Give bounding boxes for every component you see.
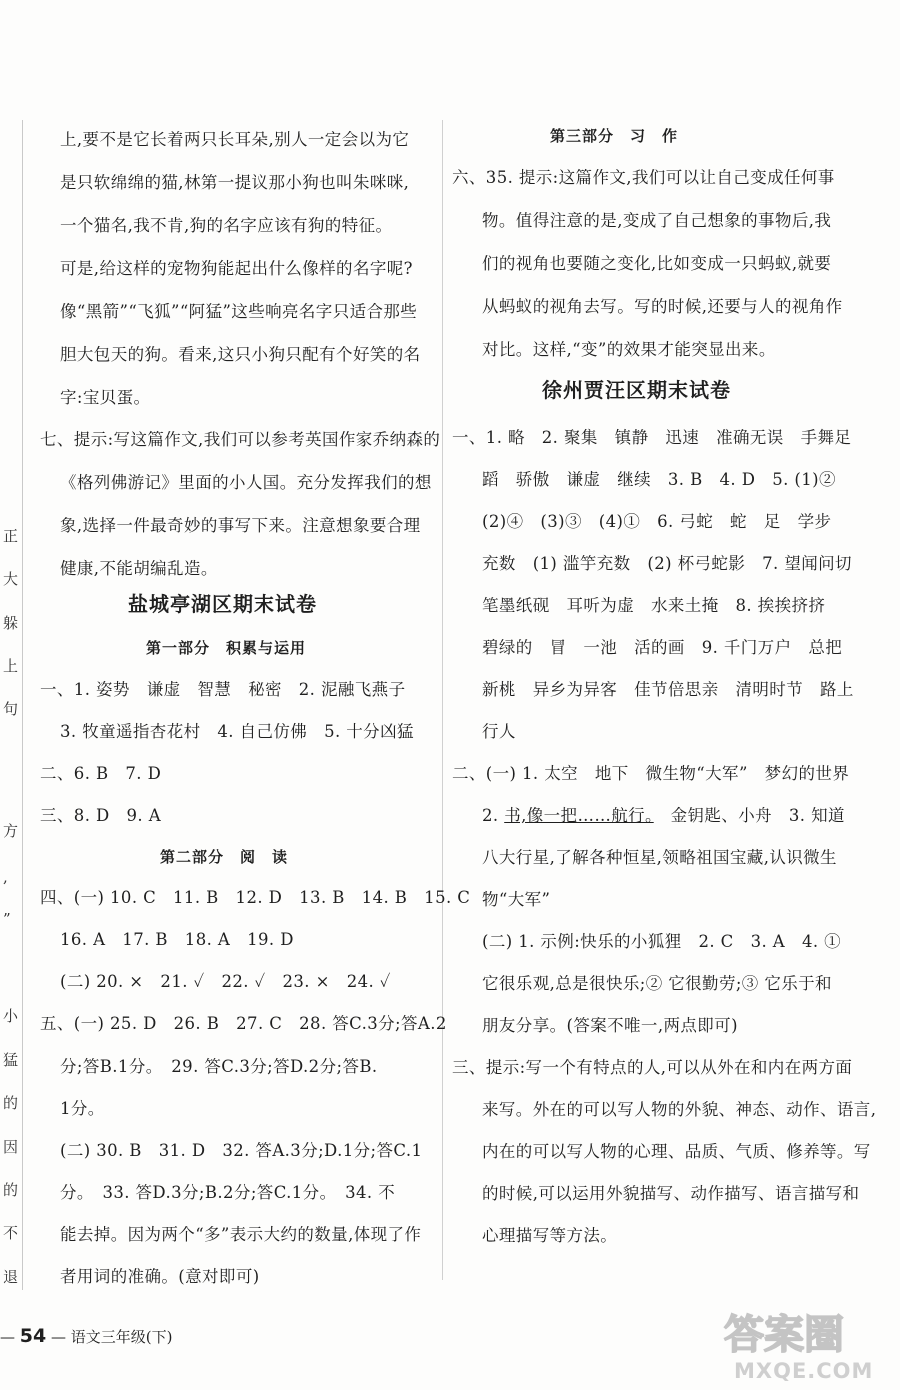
text-line: 可是,给这样的宠物狗能起出什么像样的名字呢? [60,259,413,278]
edge-char: 的 [3,1181,19,1199]
watermark-text: 答案圈 [724,1312,844,1358]
footer-dash: — [0,1328,15,1346]
text-line: 是只软绵绵的猫,林第一提议那小狗也叫朱咪咪, [60,173,410,192]
text-line: 健康,不能胡编乱造。 [60,559,218,578]
edge-char: 大 [3,570,19,588]
text-line: 像“黑箭”“飞狐”“阿猛”这些响亮名字只适合那些 [60,302,418,321]
text-line: 1分。 [60,1099,105,1118]
text-line: 者用词的准确。(意对即可) [60,1267,260,1286]
question-3: 三、8. D 9. A [40,806,162,825]
text-line: (二) 30. B 31. D 32. 答A.3分;D.1分;答C.1 [60,1141,423,1160]
footer-dash: — [51,1328,67,1346]
edge-char: 正 [3,527,19,545]
text-line: 内在的可以写人物的心理、品质、气质、修养等。写 [482,1142,871,1161]
text-line: (二) 20. × 21. ✓ 22. ✓ 23. × 24. ✓ [60,972,391,991]
part-heading: 第一部分 积累与运用 [146,639,307,657]
question-7: 七、提示:写这篇作文,我们可以参考英国作家乔纳森的 [40,430,441,449]
edge-char: 上 [3,657,19,675]
text-line: 行人 [482,722,516,741]
text-line: 《格列佛游记》里面的小人国。充分发挥我们的想 [60,473,432,492]
edge-char: 的 [3,1094,19,1112]
text-line: 心理描写等方法。 [482,1226,618,1245]
text-line: 能去掉。因为两个“多”表示大约的数量,体现了作 [60,1225,422,1244]
question-1: 一、1. 姿势 谦虚 智慧 秘密 2. 泥融飞燕子 [40,680,406,699]
text-line: 一个猫名,我不肯,狗的名字应该有狗的特征。 [60,216,393,235]
edge-char: 句 [3,700,19,718]
text-line: 从蚂蚁的视角去写。写的时候,还要与人的视角作 [482,297,843,316]
answer-number: 2. [482,806,505,825]
text-line: 新桃 异乡为异客 佳节倍思亲 清明时节 路上 [482,680,854,699]
edge-char: 小 [3,1007,19,1025]
text-line: 物“大军” [482,890,551,909]
text-line: 它很乐观,总是很快乐;② 它很勤劳;③ 它乐于和 [482,974,832,993]
page-footer [0,1325,173,1347]
question-2: 二、(一) 1. 太空 地下 微生物“大军” 梦幻的世界 [452,764,850,783]
edge-char: 因 [3,1138,19,1156]
text-line: 的时候,可以运用外貌描写、动作描写、语言描写和 [482,1184,860,1203]
previous-page-edge [0,120,23,1290]
text-line: 胆大包天的狗。看来,这只小狗只配有个好笑的名 [60,345,421,364]
text-line: 碧绿的 冒 一池 活的画 9. 千门万户 总把 [482,638,843,657]
edge-char: 退 [3,1268,19,1286]
text-line: 来写。外在的可以写人物的外貌、神态、动作、语言, [482,1100,877,1119]
text-line: 分。 33. 答D.3分;B.2分;答C.1分。 34. 不 [60,1183,396,1202]
text-line: 充数 (1) 滥竽充数 (2) 杯弓蛇影 7. 望闻问切 [482,554,852,573]
text-line: 物。值得注意的是,变成了自己想象的事物后,我 [482,211,832,230]
part-heading: 第二部分 阅 读 [160,848,289,866]
edge-char: 方 [3,822,19,840]
text-line: 们的视角也要随之变化,比如变成一只蚂蚁,就要 [482,254,832,273]
text-line [482,804,845,828]
question-2: 二、6. B 7. D [40,764,162,783]
answer-text: 金钥匙、小舟 3. 知道 [653,806,845,825]
edge-char: 不 [3,1224,19,1242]
text-line: 上,要不是它长着两只长耳朵,别人一定会以为它 [60,130,410,149]
text-line: 16. A 17. B 18. A 19. D [60,930,294,949]
watermark-logo [720,1300,890,1385]
edge-char: 猛 [3,1051,19,1069]
edge-char: , [3,868,8,886]
page-number: 54 [19,1325,47,1347]
text-line: 对比。这样,“变”的效果才能突显出来。 [482,340,776,359]
question-6: 六、35. 提示:这篇作文,我们可以让自己变成任何事 [452,168,835,187]
part-heading: 第三部分 习 作 [550,127,679,145]
question-1: 一、1. 略 2. 聚集 镇静 迅速 准确无误 手舞足 [452,428,852,447]
text-line: 分;答B.1分。 29. 答C.3分;答D.2分;答B. [60,1057,378,1076]
text-line: 字:宝贝蛋。 [60,388,151,407]
edge-char: ” [3,910,11,928]
text-line: 朋友分享。(答案不唯一,两点即可) [482,1016,738,1035]
text-line: 3. 牧童遥指杏花村 4. 自己仿佛 5. 十分凶猛 [60,722,414,741]
text-line: (2)④ (3)③ (4)① 6. 弓蛇 蛇 足 学步 [482,512,832,531]
text-line: 蹈 骄傲 谦虚 继续 3. B 4. D 5. (1)② [482,470,836,489]
column-divider [442,120,443,1280]
question-4: 四、(一) 10. C 11. B 12. D 13. B 14. B 15. C [40,888,471,907]
question-3: 三、提示:写一个有特点的人,可以从外在和内在两方面 [452,1058,853,1077]
section-title-yancheng: 盐城亭湖区期末试卷 [128,592,317,616]
text-line: 八大行星,了解各种恒星,领略祖国宝藏,认识微生 [482,848,837,867]
text-line: 象,选择一件最奇妙的事写下来。注意想象要合理 [60,516,421,535]
question-5: 五、(一) 25. D 26. B 27. C 28. 答C.3分;答A.2 [40,1014,447,1033]
text-line: 笔墨纸砚 耳听为虚 水来土掩 8. 挨挨挤挤 [482,596,826,615]
section-title-xuzhou: 徐州贾汪区期末试卷 [542,378,731,402]
footer-subject: 语文三年级(下) [70,1328,173,1346]
edge-char: 躲 [3,614,19,632]
underlined-sentence: 书,像一把……航行。 [504,806,654,825]
text-line: (二) 1. 示例:快乐的小狐狸 2. C 3. A 4. ① [482,932,842,951]
watermark-url: MXQE.COM [734,1359,874,1383]
